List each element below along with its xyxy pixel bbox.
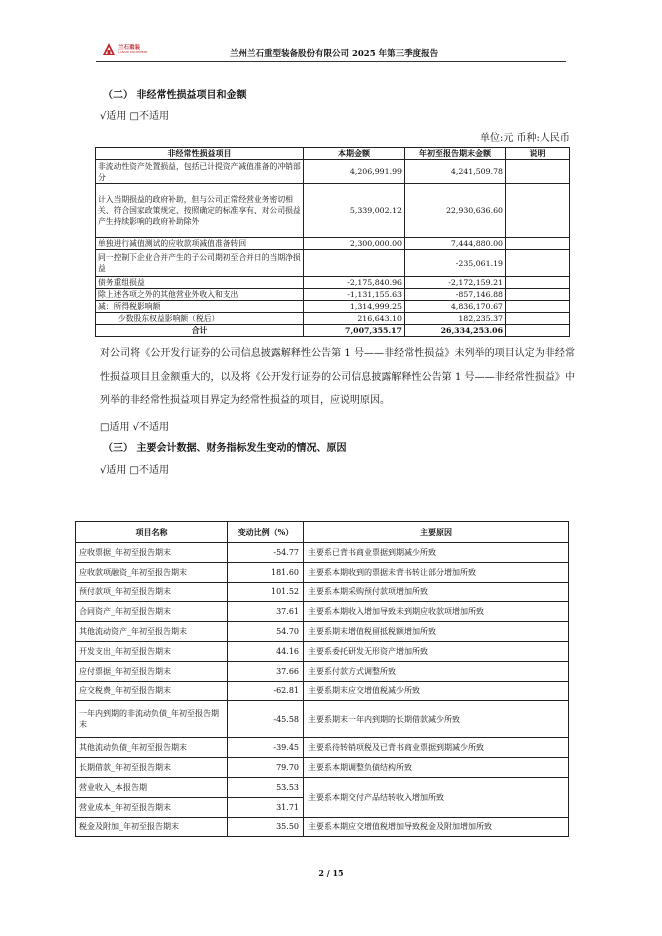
- row-reason: 主要系本期调整负债结构所致: [304, 758, 569, 778]
- row-ytd: 7,444,880.00: [405, 238, 506, 250]
- row-item: 其他流动资产_年初至报告期末: [76, 622, 228, 642]
- row-current: 4,206,991.99: [304, 160, 405, 184]
- row-item: 单独进行减值测试的应收款项减值准备转回: [96, 238, 304, 250]
- row-ytd: 4,241,509.78: [405, 160, 506, 184]
- table-row: [76, 641, 569, 661]
- row-item: 除上述各项之外的其他营业外收入和支出: [96, 289, 304, 301]
- financial-changes-table: [75, 521, 569, 837]
- row-item: 营业收入_本报告期: [76, 777, 228, 797]
- row-current: 1,314,999.25: [304, 301, 405, 313]
- row-reason: 主要系本期收入增加导致未到期应收款项增加所致: [304, 602, 569, 622]
- row-current: 5,339,002.12: [304, 184, 405, 238]
- row-ytd: 4,836,170.67: [405, 301, 506, 313]
- row-reason: 主要系期末一年内到期的长期借款减少所致: [304, 701, 569, 738]
- row-item: 营业成本_年初至报告期末: [76, 797, 228, 817]
- row-note: [506, 250, 570, 277]
- row-current: 216,643.10: [304, 313, 405, 325]
- col-header-change-ratio: 变动比例（%）: [228, 522, 304, 543]
- row-pct: -54.77: [228, 543, 304, 563]
- row-item: 预付款项_年初至报告期末: [76, 582, 228, 602]
- row-reason: 主要系待转销项税及已背书商业票据到期减少所致: [304, 738, 569, 758]
- col-header-reason: 主要原因: [304, 522, 569, 543]
- row-item: 税金及附加_年初至报告期末: [76, 817, 228, 837]
- row-item: 债务重组损益: [96, 277, 304, 289]
- table-row: [76, 562, 569, 582]
- row-note: [506, 184, 570, 238]
- row-item: 一年内到期的非流动负债_年初至报告期末: [76, 701, 228, 738]
- row-pct: 54.70: [228, 622, 304, 642]
- row-current: 2,300,000.00: [304, 238, 405, 250]
- col-header-item: 非经常性损益项目: [96, 148, 304, 160]
- row-current: -1,131,155.63: [304, 289, 405, 301]
- row-current: -2,175,840.96: [304, 277, 405, 289]
- row-item: 同一控制下企业合并产生的子公司期初至合并日的当期净损益: [96, 250, 304, 277]
- table-row: [96, 301, 570, 313]
- table-row: [76, 582, 569, 602]
- row-pct: -45.58: [228, 701, 304, 738]
- row-pct: 35.50: [228, 817, 304, 837]
- section2-applicability-2: □适用 √不适用: [100, 422, 169, 433]
- col-header-item-name: 项目名称: [76, 522, 228, 543]
- row-reason: 主要系委托研发无形资产增加所致: [304, 641, 569, 661]
- row-item: 其他流动负债_年初至报告期末: [76, 738, 228, 758]
- table-row: [76, 622, 569, 642]
- row-reason: 主要系本期交付产品结转收入增加所致: [304, 777, 569, 817]
- table-header-row: [96, 148, 570, 160]
- row-pct: 37.66: [228, 661, 304, 681]
- report-header-title: 兰州兰石重型装备股份有限公司 2025 年第三季度报告: [230, 49, 439, 59]
- total-ytd: 26,334,253.06: [405, 325, 506, 337]
- row-item: 应付票据_年初至报告期末: [76, 661, 228, 681]
- row-reason: 主要系已背书商业票据到期减少所致: [304, 543, 569, 563]
- table-total-row: [96, 325, 570, 337]
- col-header-ytd: 年初至报告期末金额: [405, 148, 506, 160]
- row-pct: -39.45: [228, 738, 304, 758]
- table-row: [96, 238, 570, 250]
- table-row: [76, 777, 569, 797]
- row-item: 计入当期损益的政府补助，但与公司正常经营业务密切相关、符合国家政策规定、按照确定的标准享有、对公司损益产生持续影响的政府补助除外: [96, 184, 304, 238]
- section3-heading: （三） 主要会计数据、财务指标发生变动的情况、原因: [103, 443, 347, 454]
- row-note: [506, 160, 570, 184]
- row-note: [506, 238, 570, 250]
- row-ytd: -857,146.88: [405, 289, 506, 301]
- row-reason: 主要系期末增值税留抵税额增加所致: [304, 622, 569, 642]
- row-reason: 主要系付款方式调整所致: [304, 661, 569, 681]
- row-item: 合同资产_年初至报告期末: [76, 602, 228, 622]
- col-header-note: 说明: [506, 148, 570, 160]
- row-note: [506, 313, 570, 325]
- logo-subtext: LANSHI EQUIPMENT: [118, 50, 148, 54]
- table-row: [96, 160, 570, 184]
- row-note: [506, 289, 570, 301]
- row-reason: 主要系本期采购预付款项增加所致: [304, 582, 569, 602]
- row-pct: 79.70: [228, 758, 304, 778]
- table-row: [76, 817, 569, 837]
- total-current: 7,007,355.17: [304, 325, 405, 337]
- row-pct: 37.61: [228, 602, 304, 622]
- table-row: [76, 758, 569, 778]
- row-pct: 53.53: [228, 777, 304, 797]
- section2-heading: （二） 非经常性损益项目和金额: [103, 90, 247, 101]
- row-item: 减：所得税影响额: [96, 301, 304, 313]
- table-row: [76, 738, 569, 758]
- row-item: 应收款项融资_年初至报告期末: [76, 562, 228, 582]
- row-ytd: -2,172,159.21: [405, 277, 506, 289]
- table-row: [76, 602, 569, 622]
- total-note: [506, 325, 570, 337]
- row-item: 少数股东权益影响额（税后）: [96, 313, 304, 325]
- row-pct: 44.16: [228, 641, 304, 661]
- table-row: [96, 184, 570, 238]
- header-divider: [96, 61, 566, 62]
- row-item: 应交税费_年初至报告期末: [76, 681, 228, 701]
- table-header-row: [76, 522, 569, 543]
- page-number: 2 / 15: [318, 868, 344, 878]
- company-logo: [102, 42, 162, 58]
- row-note: [506, 277, 570, 289]
- row-item: 应收票据_年初至报告期末: [76, 543, 228, 563]
- row-pct: 31.71: [228, 797, 304, 817]
- row-pct: 101.52: [228, 582, 304, 602]
- row-reason: 主要系期末应交增值税减少所致: [304, 681, 569, 701]
- table-row: [76, 661, 569, 681]
- table-row: [96, 277, 570, 289]
- row-reason: 主要系本期应交增值税增加导致税金及附加增加所致: [304, 817, 569, 837]
- table-row: [96, 250, 570, 277]
- unit-currency-line: 单位:元 币种:人民币: [480, 133, 570, 144]
- section2-applicability: √适用 □不适用: [100, 111, 169, 122]
- row-ytd: 22,930,636.60: [405, 184, 506, 238]
- table-row: [96, 289, 570, 301]
- non-recurring-explanation: 对公司将《公开发行证券的公司信息披露解释性公告第 1 号——非经常性损益》未列举的项目认定为非经常性损益项目且金额重大的，以及将《公开发行证券的公司信息披露解释性公告第 1 号——非经常性损益》中列举的非经常性损益项目界定为经常性损益的项目，应说明原因。: [100, 348, 575, 406]
- row-pct: -62.81: [228, 681, 304, 701]
- col-header-current: 本期金额: [304, 148, 405, 160]
- row-note: [506, 301, 570, 313]
- row-reason: 主要系本期收到的票据未背书转让部分增加所致: [304, 562, 569, 582]
- table-row: [76, 681, 569, 701]
- logo-mark-icon: [102, 42, 116, 56]
- section3-applicability: √适用 □不适用: [100, 465, 169, 476]
- total-label: 合计: [96, 325, 304, 337]
- row-item: 非流动性资产处置损益，包括已计提资产减值准备的冲销部分: [96, 160, 304, 184]
- row-current: [304, 250, 405, 277]
- row-item: 开发支出_年初至报告期末: [76, 641, 228, 661]
- table-row: [76, 543, 569, 563]
- row-ytd: -235,061.19: [405, 250, 506, 277]
- non-recurring-items-table: [95, 147, 570, 337]
- logo-text: 兰石重装: [118, 45, 141, 51]
- table-row: [76, 701, 569, 738]
- row-item: 长期借款_年初至报告期末: [76, 758, 228, 778]
- table-row: [96, 313, 570, 325]
- row-pct: 181.60: [228, 562, 304, 582]
- row-ytd: 182,235.37: [405, 313, 506, 325]
